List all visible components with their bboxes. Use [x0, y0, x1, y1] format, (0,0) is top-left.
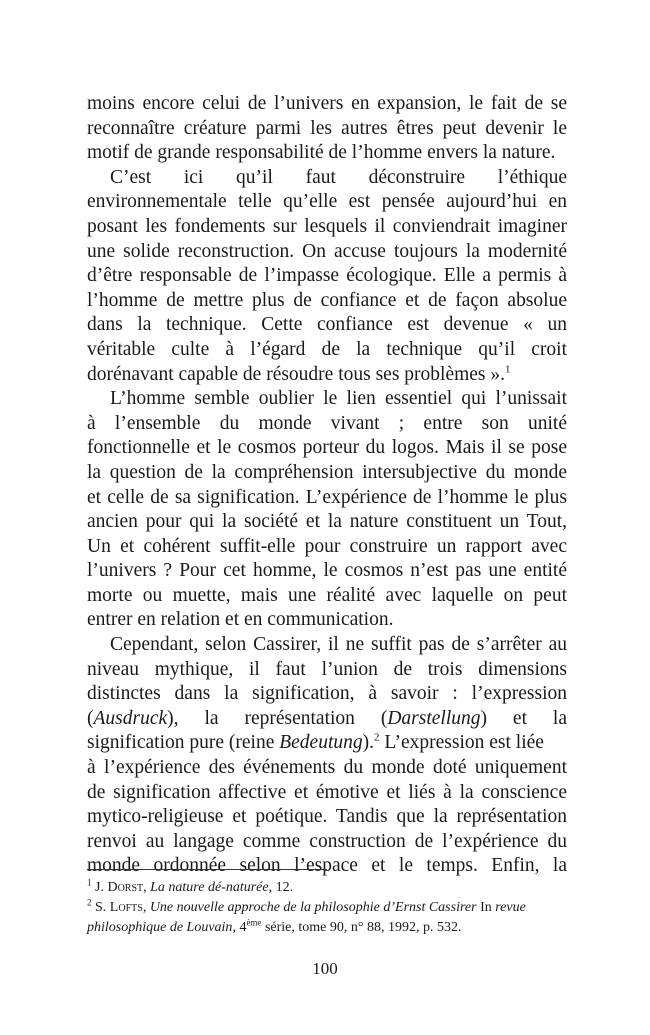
text-line: posant les fondements sur lesquels il conviendrait imaginer [87, 215, 567, 237]
text-line: Cependant, selon Cassirer, il ne suffit pas de s’arrêter au [110, 634, 567, 656]
text-line: monde ordonnée selon l’espace et le temps. Enfin, la [87, 855, 567, 877]
text-line: L’homme semble oublier le lien essentiel qui l’unissait [110, 388, 567, 410]
text-line: distinctes dans la signification, à savoir : l’expression [87, 683, 567, 705]
main-text [87, 92, 567, 879]
text-line: environnementale telle qu’elle est pensée aujourd’hui en [87, 191, 567, 213]
text-line: véritable culte à l’égard de la technique qu’il croit [87, 338, 567, 360]
footnotes [87, 878, 567, 938]
text-line: (Ausdruck), la représentation (Darstellung) et la [87, 707, 567, 729]
text-line: d’être responsable de l’impasse écologique. Elle a permis à [87, 265, 567, 287]
german-term: Ausdruck [93, 707, 168, 729]
text-line: la question de la compréhension intersubjective du monde [87, 461, 567, 483]
text-line: C’est ici qu’il faut déconstruire l’éthique [110, 166, 567, 188]
text-line: l’homme de mettre plus de confiance et de façon absolue [87, 289, 567, 311]
footnote-author: Dorst [107, 880, 144, 895]
footnote-divider [87, 869, 327, 870]
footnote-author: Lofts [109, 900, 143, 915]
german-term: Darstellung [387, 707, 481, 729]
text-line: dans la technique. Cette confiance est devenue « un [87, 314, 567, 336]
text-line: reconnaître créature parmi les autres êtres peut devenir le [87, 117, 567, 139]
footnote-journal: revue [495, 900, 526, 915]
text-line: fonctionnelle et le cosmos porteur du logos. Mais il se pose [87, 437, 567, 459]
text-line: moins encore celui de l’univers en expansion, le fait de se [87, 93, 567, 114]
text-line: de signification affective et émotive et liés à la conscience [87, 781, 567, 803]
german-term: Bedeutung [279, 732, 363, 754]
text-line: motif de grande responsabilité de l’homme envers la nature. [87, 142, 556, 164]
text-line: à l’ensemble du monde vivant ; entre son unité [87, 412, 567, 434]
footnote-journal: philosophique de Louvain [87, 920, 233, 935]
text-line: dorénavant capable de résoudre tous ses problèmes ».$^1$ [87, 363, 511, 385]
text-line: signification pure (reine Bedeutung).$^2$ L’expression est liée [87, 731, 544, 754]
text-line: et celle de sa signification. L’expérience de l’homme le plus [87, 486, 567, 508]
footnote-number: 2 [87, 897, 92, 908]
text-line: une solide reconstruction. On accuse toujours la modernité [87, 240, 567, 262]
footnote-2-cont: philosophique de Louvain, 4ème série, tome 90, n° 88, 1992, p. 532. [87, 917, 462, 935]
text-line: l’univers ? Pour cet homme, le cosmos n’est pas une entité [87, 560, 567, 582]
text-line: entrer en relation et en communication. [87, 609, 394, 631]
footnote-title: La nature dé-naturée [150, 880, 269, 895]
footnote-ref[interactable]: 1 [505, 363, 511, 376]
footnote-ref[interactable]: 2 [374, 731, 380, 744]
footnote-1: $^1$ J. Dorst, La nature dé-naturée, 12. [87, 877, 294, 895]
text-line: morte ou muette, mais une réalité avec laquelle on peut [87, 584, 567, 606]
text-line: Un et cohérent suffit-elle pour construire un rapport avec [87, 535, 567, 557]
text-line: ancien pour qui la société et la nature constituent un Tout, [87, 511, 567, 533]
page-number: 100 [312, 959, 338, 978]
text-line: à l’expérience des événements du monde doté uniquement [87, 757, 567, 779]
footnote-number: 1 [87, 877, 92, 888]
text-line: niveau mythique, il faut l’union de trois dimensions [87, 658, 567, 680]
text-line: mytico-religieuse et poétique. Tandis que la représentation [87, 806, 567, 828]
footnote-2: $^2$ S. Lofts, Une nouvelle approche de la philosophie d’Ernst Cassirer In revue [87, 897, 526, 915]
footnote-title: Une nouvelle approche de la philosophie d’Ernst Cassirer [149, 900, 477, 915]
text-line: renvoi au langage comme construction de l’expérience du [87, 830, 567, 852]
